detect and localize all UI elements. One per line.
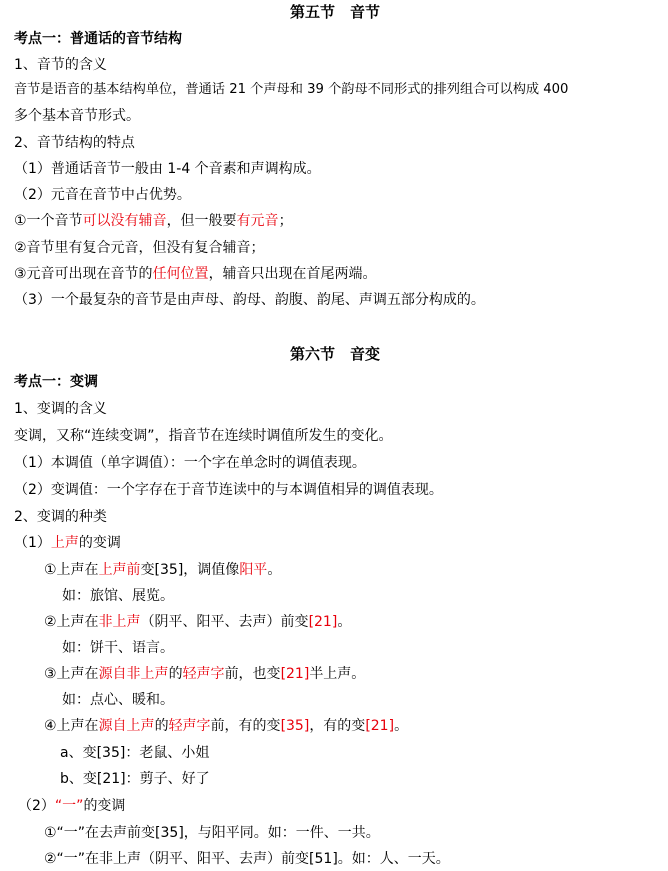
section6-exam-point: 考点一：变调 — [14, 374, 98, 390]
section6-point1: （1）本调值（单字调值）：一个字在单念时的调值表现。 — [14, 455, 366, 471]
section6-example2: 如：饼干、语言。 — [62, 640, 174, 656]
section6-example1: 如：旅馆、展览。 — [62, 588, 174, 604]
section6-example3: 如：点心、暖和。 — [62, 692, 174, 708]
section5-point2: （2）元音在音节中占优势。 — [14, 187, 191, 203]
section6-yi-rule1: ①“一”在去声前变[35]，与阳平同。如：一件、一共。 — [44, 825, 380, 841]
section5-item1-text-line2: 多个基本音节形式。 — [14, 108, 140, 124]
section6-item1-heading: 1、变调的含义 — [14, 401, 107, 417]
section5-sub2: ②音节里有复合元音，但没有复合辅音； — [14, 240, 265, 256]
section6-rule3: ③上声在源自非上声的轻声字前，也变[21]半上声。 — [44, 666, 366, 682]
section5-point1: （1）普通话音节一般由 1-4 个音素和声调构成。 — [14, 161, 321, 177]
section5-title: 第五节 音节 — [290, 3, 381, 21]
section5-item1-heading: 1、音节的含义 — [14, 57, 107, 73]
section6-sub-a: a、变[35]：老鼠、小姐 — [60, 745, 210, 761]
section5-sub1: ①一个音节可以没有辅音，但一般要有元音； — [14, 213, 293, 229]
section6-item2-heading: 2、变调的种类 — [14, 509, 107, 525]
section6-point2: （2）变调值：一个字存在于音节连读中的与本调值相异的调值表现。 — [14, 482, 443, 498]
section6-rule1: ①上声在上声前变[35]，调值像阳平。 — [44, 562, 282, 578]
section6-rule4: ④上声在源自上声的轻声字前，有的变[35]，有的变[21]。 — [44, 718, 409, 734]
section6-title: 第六节 音变 — [290, 345, 381, 363]
section6-rule2: ②上声在非上声（阴平、阳平、去声）前变[21]。 — [44, 614, 352, 630]
section5-point3: （3）一个最复杂的音节是由声母、韵母、韵腹、韵尾、声调五部分构成的。 — [14, 292, 485, 308]
section6-type2: （2）“一”的变调 — [18, 798, 126, 814]
section6-yi-rule2: ②“一”在非上声（阴平、阳平、去声）前变[51]。如：人、一天。 — [44, 851, 450, 867]
section5-exam-point: 考点一：普通话的音节结构 — [14, 31, 182, 47]
section6-item1-text: 变调，又称“连续变调”，指音节在连续时调值所发生的变化。 — [14, 428, 393, 444]
section6-type1: （1）上声的变调 — [14, 535, 121, 551]
section5-sub3: ③元音可出现在音节的任何位置，辅音只出现在首尾两端。 — [14, 266, 377, 282]
section5-item1-text-line1: 音节是语音的基本结构单位，普通话 21 个声母和 39 个韵母不同形式的排列组合可以构成 400 — [14, 82, 569, 97]
section5-item2-heading: 2、音节结构的特点 — [14, 135, 135, 151]
section6-sub-b: b、变[21]：剪子、好了 — [60, 771, 210, 787]
